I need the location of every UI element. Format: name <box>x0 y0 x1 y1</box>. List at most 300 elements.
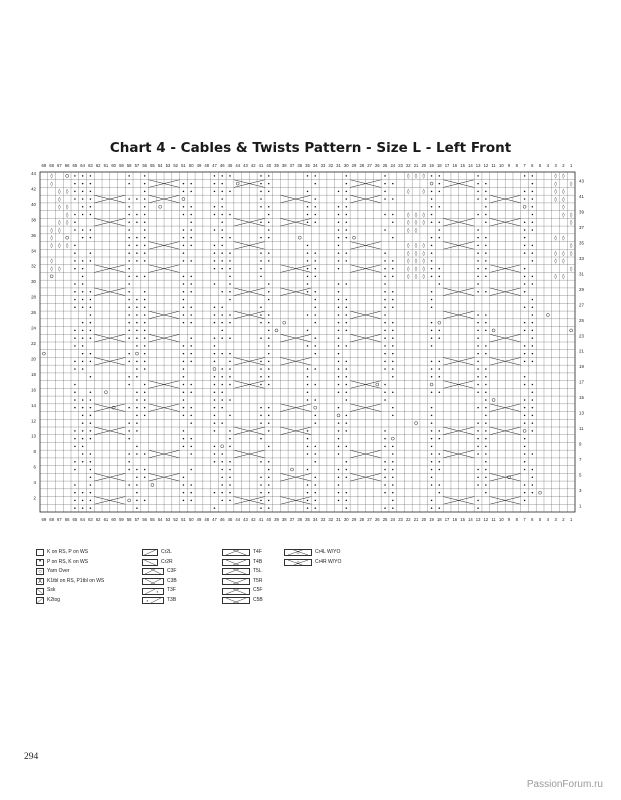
twisted-stitch: ◊ <box>554 196 557 203</box>
purl-dot <box>315 422 317 424</box>
purl-dot <box>214 461 216 463</box>
top-stitch-number: 5 <box>538 163 542 168</box>
purl-dot <box>307 276 309 278</box>
purl-dot <box>144 500 146 502</box>
purl-dot <box>392 476 394 478</box>
right-row-number: 11 <box>579 426 584 431</box>
purl-dot <box>221 492 223 494</box>
bottom-stitch-number: 23 <box>398 517 403 522</box>
purl-dot <box>338 376 340 378</box>
purl-dot <box>315 260 317 262</box>
purl-dot <box>260 384 262 386</box>
purl-dot <box>431 361 433 363</box>
svg-text:•: • <box>156 588 159 594</box>
purl-dot <box>183 368 185 370</box>
purl-dot <box>128 422 130 424</box>
purl-dot <box>338 314 340 316</box>
purl-dot <box>183 484 185 486</box>
purl-dot <box>82 461 84 463</box>
purl-dot <box>268 446 270 448</box>
twisted-stitch: ◊ <box>58 196 61 203</box>
purl-dot <box>532 175 534 177</box>
bottom-stitch-number: 28 <box>359 517 365 522</box>
purl-dot <box>221 476 223 478</box>
purl-dot <box>214 206 216 208</box>
purl-dot <box>260 507 262 509</box>
purl-dot <box>214 415 216 417</box>
twisted-stitch: ◊ <box>414 227 418 234</box>
purl-dot <box>74 345 76 347</box>
purl-dot <box>144 314 146 316</box>
purl-dot <box>268 430 270 432</box>
left-row-number: 12 <box>31 418 36 424</box>
purl-dot <box>384 492 386 494</box>
purl-dot <box>431 214 433 216</box>
purl-dot <box>431 415 433 417</box>
purl-dot <box>384 314 386 316</box>
purl-dot <box>439 183 441 185</box>
twisted-stitch: ◊ <box>58 220 61 227</box>
purl-dot <box>214 260 216 262</box>
purl-dot <box>221 453 223 455</box>
twisted-stitch: ◊ <box>422 258 426 265</box>
purl-dot <box>384 276 386 278</box>
purl-dot <box>346 500 348 502</box>
top-stitch-number: 31 <box>336 163 341 168</box>
purl-dot <box>485 330 487 332</box>
purl-dot <box>439 268 441 270</box>
purl-dot <box>144 191 146 193</box>
purl-dot <box>90 198 92 200</box>
purl-dot <box>82 175 84 177</box>
purl-dot <box>183 191 185 193</box>
purl-dot <box>128 407 130 409</box>
purl-dot <box>338 407 340 409</box>
top-stitch-numbers <box>42 163 573 168</box>
purl-dot <box>346 229 348 231</box>
purl-dot <box>136 345 138 347</box>
purl-dot <box>524 198 526 200</box>
purl-dot <box>477 484 479 486</box>
twisted-stitch: ◊ <box>422 212 426 219</box>
purl-dot <box>477 453 479 455</box>
top-stitch-number: 52 <box>173 163 179 168</box>
purl-dot <box>90 407 92 409</box>
purl-dot <box>439 175 441 177</box>
purl-dot <box>260 361 262 363</box>
purl-dot <box>144 299 146 301</box>
purl-dot <box>183 446 185 448</box>
purl-dot <box>82 322 84 324</box>
purl-dot <box>392 268 394 270</box>
purl-dot <box>190 484 192 486</box>
purl-dot <box>384 299 386 301</box>
purl-dot <box>229 175 231 177</box>
purl-dot <box>485 476 487 478</box>
purl-dot <box>229 299 231 301</box>
legend-label: K on RS, P on WS <box>47 549 89 555</box>
purl-dot <box>221 337 223 339</box>
top-stitch-number: 58 <box>126 163 132 168</box>
purl-dot <box>485 453 487 455</box>
right-row-number: 31 <box>579 271 584 277</box>
purl-dot <box>384 391 386 393</box>
purl-dot <box>136 430 138 432</box>
purl-dot <box>90 391 92 393</box>
purl-dot <box>532 191 534 193</box>
purl-dot <box>74 221 76 223</box>
purl-dot <box>144 368 146 370</box>
purl-dot <box>214 391 216 393</box>
purl-dot <box>74 214 76 216</box>
purl-dot <box>532 345 534 347</box>
purl-dot <box>268 260 270 262</box>
purl-dot <box>260 422 262 424</box>
legend-item-c5b <box>222 596 263 606</box>
purl-dot <box>346 330 348 332</box>
purl-dot <box>485 214 487 216</box>
purl-dot <box>307 430 309 432</box>
bottom-stitch-number: 68 <box>49 517 54 522</box>
purl-dot <box>431 175 433 177</box>
purl-dot <box>221 252 223 254</box>
k2tog-square-icon <box>36 597 44 604</box>
bottom-stitch-number: 7 <box>523 517 526 522</box>
purl-dot <box>144 306 146 308</box>
top-stitch-number: 43 <box>243 163 248 168</box>
bottom-stitch-number: 47 <box>212 517 217 522</box>
purl-dot <box>190 306 192 308</box>
purl-dot <box>268 221 270 223</box>
purl-dot <box>183 376 185 378</box>
bottom-stitch-number: 43 <box>243 517 248 522</box>
purl-dot <box>190 245 192 247</box>
purl-dot <box>183 500 185 502</box>
purl-dot <box>392 299 394 301</box>
purl-dot <box>144 476 146 478</box>
twisted-stitch: ◊ <box>422 243 426 250</box>
purl-dot <box>346 376 348 378</box>
purl-dot <box>260 206 262 208</box>
left-row-number: 32 <box>31 263 36 269</box>
top-stitch-number: 54 <box>157 163 163 168</box>
purl-dot <box>307 507 309 509</box>
purl-dot <box>315 461 317 463</box>
top-stitch-number: 20 <box>421 163 427 168</box>
purl-dot <box>128 175 130 177</box>
left-row-number: 8 <box>33 449 36 455</box>
purl-dot <box>82 283 84 285</box>
purl-dot <box>90 252 92 254</box>
purl-dot <box>144 361 146 363</box>
purl-dot <box>144 291 146 293</box>
twisted-stitch: ◊ <box>569 220 573 227</box>
cr4l-yo-icon <box>284 549 312 556</box>
purl-dot <box>136 407 138 409</box>
purl-dot <box>268 175 270 177</box>
purl-dot <box>190 221 192 223</box>
purl-dot <box>439 330 441 332</box>
purl-dot <box>136 469 138 471</box>
purl-dot <box>485 237 487 239</box>
left-row-number: 36 <box>31 232 36 238</box>
purl-dot <box>183 291 185 293</box>
purl-dot <box>90 337 92 339</box>
left-row-number: 44 <box>31 171 36 176</box>
purl-dot <box>214 507 216 509</box>
right-row-number: 33 <box>579 256 584 261</box>
purl-dot <box>477 368 479 370</box>
purl-dot <box>439 376 441 378</box>
twisted-stitch: ◊ <box>422 274 426 281</box>
top-stitch-number: 44 <box>235 163 241 168</box>
left-row-number: 16 <box>31 387 36 393</box>
purl-dot <box>221 306 223 308</box>
purl-dot <box>315 252 317 254</box>
purl-dot <box>485 492 487 494</box>
purl-dot <box>392 391 394 393</box>
purl-dot <box>268 345 270 347</box>
purl-dot <box>384 368 386 370</box>
purl-dot <box>485 345 487 347</box>
purl-dot <box>392 492 394 494</box>
purl-dot <box>183 183 185 185</box>
purl-dot <box>346 299 348 301</box>
purl-dot <box>431 337 433 339</box>
purl-dot <box>268 299 270 301</box>
purl-dot <box>136 484 138 486</box>
dot-square-icon: • <box>36 559 44 566</box>
bottom-stitch-number: 57 <box>134 517 140 522</box>
purl-dot <box>338 422 340 424</box>
purl-dot <box>392 500 394 502</box>
purl-dot <box>532 314 534 316</box>
purl-dot <box>477 183 479 185</box>
purl-dot <box>190 492 192 494</box>
purl-dot <box>485 191 487 193</box>
purl-dot <box>190 345 192 347</box>
purl-dot <box>214 337 216 339</box>
left-row-number: 42 <box>31 186 36 192</box>
purl-dot <box>136 260 138 262</box>
twisted-stitch: ◊ <box>407 220 410 227</box>
purl-dot <box>346 345 348 347</box>
purl-dot <box>338 438 340 440</box>
bottom-stitch-number: 41 <box>258 517 264 522</box>
legend-item-c3f <box>142 567 177 577</box>
purl-dot <box>229 461 231 463</box>
bottom-stitch-number: 16 <box>452 517 458 522</box>
purl-dot <box>260 276 262 278</box>
purl-dot <box>477 507 479 509</box>
purl-dot <box>384 507 386 509</box>
purl-dot <box>477 237 479 239</box>
purl-dot <box>128 314 130 316</box>
purl-dot <box>82 430 84 432</box>
purl-dot <box>439 337 441 339</box>
purl-dot <box>346 361 348 363</box>
purl-dot <box>260 484 262 486</box>
top-stitch-number: 40 <box>266 163 272 168</box>
purl-dot <box>214 407 216 409</box>
purl-dot <box>128 283 130 285</box>
purl-dot <box>338 299 340 301</box>
purl-dot <box>136 507 138 509</box>
purl-dot <box>268 229 270 231</box>
purl-dot <box>268 469 270 471</box>
purl-dot <box>82 229 84 231</box>
purl-dot <box>136 299 138 301</box>
purl-dot <box>307 453 309 455</box>
purl-dot <box>338 260 340 262</box>
purl-dot <box>477 391 479 393</box>
purl-dot <box>532 299 534 301</box>
top-stitch-number: 13 <box>475 163 481 168</box>
purl-dot <box>82 214 84 216</box>
purl-dot <box>144 183 146 185</box>
purl-dot <box>485 446 487 448</box>
right-row-number: 17 <box>579 379 584 385</box>
purl-dot <box>136 330 138 332</box>
purl-dot <box>214 191 216 193</box>
right-row-number: 39 <box>579 209 584 215</box>
purl-dot <box>144 198 146 200</box>
purl-dot <box>431 422 433 424</box>
purl-dot <box>221 291 223 293</box>
purl-dot <box>74 368 76 370</box>
purl-dot <box>431 507 433 509</box>
purl-dot <box>128 322 130 324</box>
purl-dot <box>315 453 317 455</box>
t3f-icon <box>142 588 164 595</box>
purl-dot <box>260 500 262 502</box>
purl-dot <box>439 507 441 509</box>
twisted-stitch: ◊ <box>50 235 53 242</box>
purl-dot <box>392 461 394 463</box>
purl-dot <box>82 492 84 494</box>
purl-dot <box>90 492 92 494</box>
purl-dot <box>260 260 262 262</box>
purl-dot <box>229 469 231 471</box>
bottom-stitch-number: 11 <box>491 517 496 522</box>
purl-dot <box>431 252 433 254</box>
purl-dot <box>221 175 223 177</box>
purl-dot <box>90 438 92 440</box>
purl-dot <box>307 469 309 471</box>
twisted-stitch: ◊ <box>414 274 418 281</box>
purl-dot <box>183 299 185 301</box>
purl-dot <box>183 245 185 247</box>
purl-dot <box>485 422 487 424</box>
left-row-number: 14 <box>31 402 36 408</box>
purl-dot <box>128 361 130 363</box>
top-stitch-number: 35 <box>305 163 310 168</box>
purl-dot <box>439 276 441 278</box>
twisted-stitch: ◊ <box>407 173 410 180</box>
purl-dot <box>74 446 76 448</box>
top-stitch-number: 50 <box>188 163 194 168</box>
purl-dot <box>346 198 348 200</box>
purl-dot <box>74 252 76 254</box>
purl-dot <box>532 415 534 417</box>
legend-label: C3B <box>167 577 177 584</box>
twisted-stitch: ◊ <box>414 220 418 227</box>
legend-col-4 <box>284 548 341 567</box>
svg-text:•: • <box>146 598 149 604</box>
twisted-stitch: ◊ <box>569 181 573 188</box>
purl-dot <box>392 368 394 370</box>
bottom-stitch-number: 34 <box>312 517 318 522</box>
purl-dot <box>477 283 479 285</box>
bottom-stitch-number: 2 <box>562 517 565 522</box>
bottom-stitch-number: 51 <box>181 517 186 522</box>
purl-dot <box>346 206 348 208</box>
purl-dot <box>74 484 76 486</box>
purl-dot <box>90 484 92 486</box>
purl-dot <box>136 376 138 378</box>
purl-dot <box>268 500 270 502</box>
purl-dot <box>90 330 92 332</box>
purl-dot <box>144 453 146 455</box>
purl-dot <box>82 345 84 347</box>
purl-dot <box>229 322 231 324</box>
top-stitch-number: 29 <box>351 163 357 168</box>
top-stitch-number: 69 <box>41 163 47 168</box>
bottom-stitch-number: 21 <box>413 517 419 522</box>
purl-dot <box>439 237 441 239</box>
bottom-stitch-number: 36 <box>297 517 303 522</box>
purl-dot <box>183 322 185 324</box>
bottom-stitch-number: 45 <box>227 517 233 522</box>
purl-dot <box>392 221 394 223</box>
bottom-stitch-number: 54 <box>157 517 163 522</box>
purl-dot <box>524 191 526 193</box>
purl-dot <box>90 291 92 293</box>
purl-dot <box>532 330 534 332</box>
purl-dot <box>136 500 138 502</box>
purl-dot <box>307 345 309 347</box>
purl-dot <box>128 484 130 486</box>
purl-dot <box>338 252 340 254</box>
purl-dot <box>384 337 386 339</box>
purl-dot <box>214 422 216 424</box>
purl-dot <box>338 476 340 478</box>
purl-dot <box>439 453 441 455</box>
purl-dot <box>477 422 479 424</box>
purl-dot <box>392 507 394 509</box>
twisted-stitch: ◊ <box>422 266 426 273</box>
purl-dot <box>524 237 526 239</box>
purl-dot <box>384 361 386 363</box>
purl-dot <box>532 229 534 231</box>
purl-dot <box>392 407 394 409</box>
purl-dot <box>221 469 223 471</box>
bottom-stitch-number: 4 <box>546 517 550 522</box>
purl-dot <box>260 268 262 270</box>
purl-dot <box>485 415 487 417</box>
bottom-stitch-number: 13 <box>475 517 481 522</box>
purl-dot <box>338 345 340 347</box>
purl-dot <box>82 260 84 262</box>
purl-dot <box>128 376 130 378</box>
top-stitch-number: 3 <box>554 163 557 168</box>
purl-dot <box>183 252 185 254</box>
purl-dot <box>128 260 130 262</box>
purl-dot <box>144 206 146 208</box>
purl-dot <box>439 229 441 231</box>
purl-dot <box>524 422 526 424</box>
purl-dot <box>82 337 84 339</box>
